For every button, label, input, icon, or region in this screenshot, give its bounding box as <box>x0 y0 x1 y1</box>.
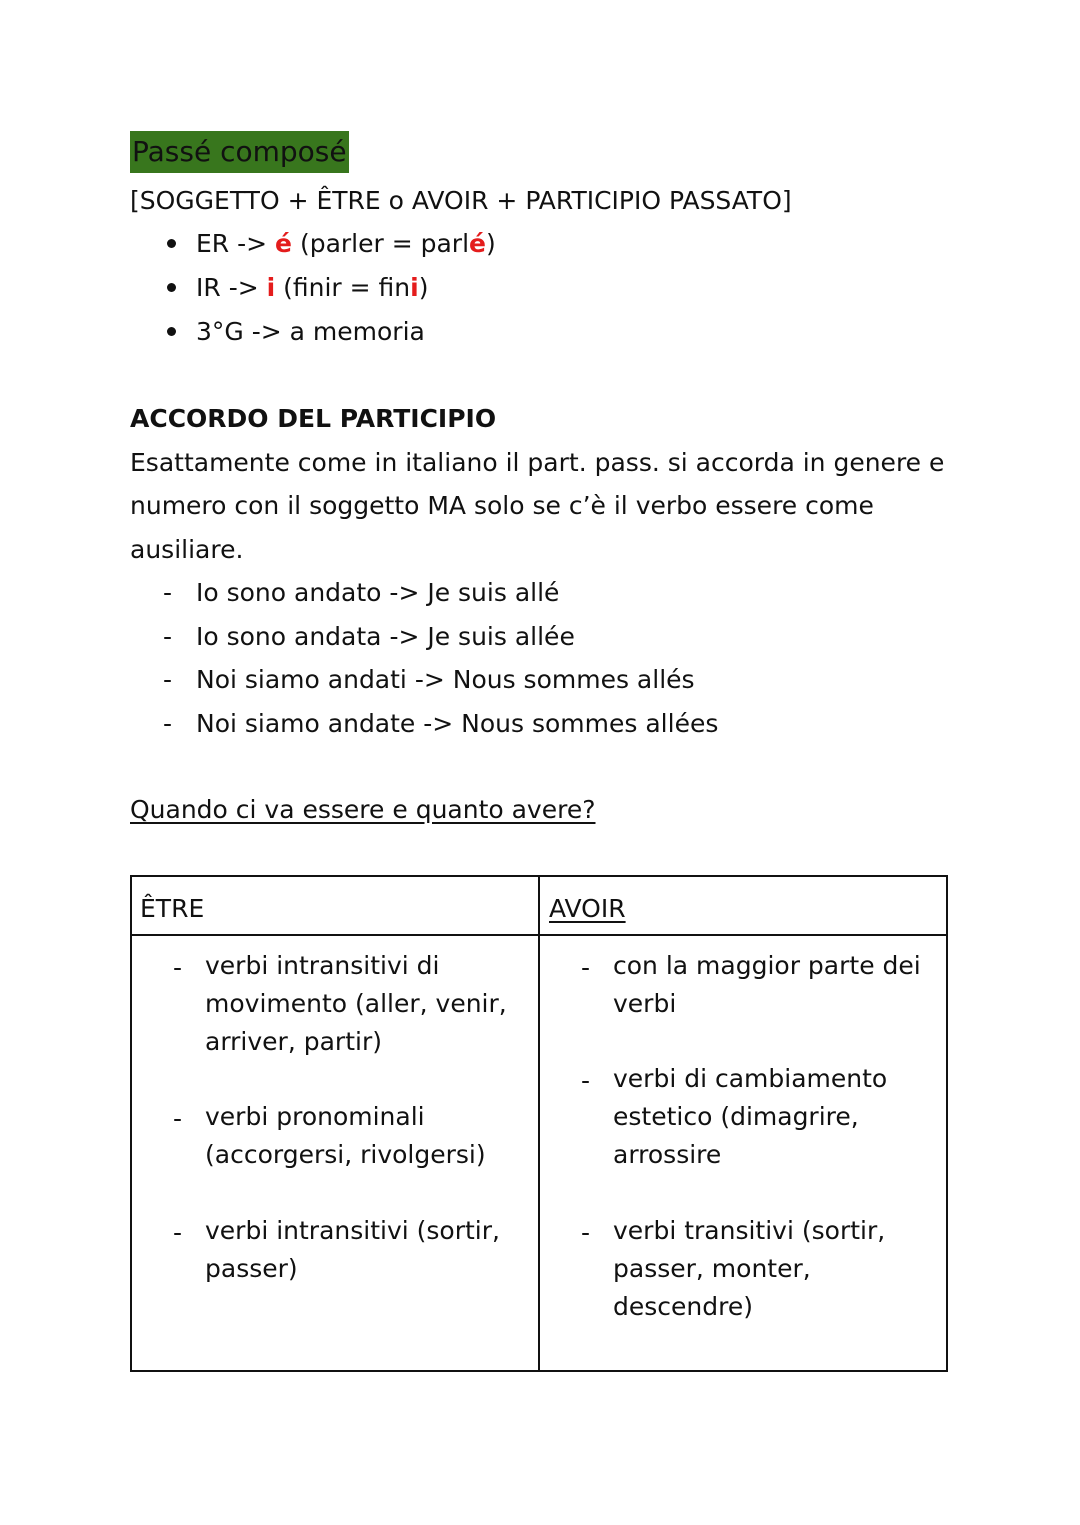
table-header-etre: ÊTRE <box>140 894 205 923</box>
bullet-example: (finir = fin <box>275 273 411 302</box>
etre-item-pronominali: verbi pronominali (accorgersi, rivolgersi) <box>205 1102 486 1169</box>
bullet-suffix: ) <box>486 229 496 258</box>
bullet-example: (parler = parl <box>292 229 470 258</box>
bullet-suffix: ) <box>418 273 429 302</box>
ending-highlight: i <box>410 273 419 302</box>
paragraph-line: numero con il soggetto MA solo se c’è il verbo essere come <box>130 491 874 520</box>
ending-highlight: é <box>275 229 292 258</box>
dash-marker: - <box>173 953 183 982</box>
avoir-item-cambiamento: verbi di cambiamento estetico (dimagrire, arrossire <box>613 1064 888 1169</box>
avoir-item-maggior-parte: con la maggior parte dei verbi <box>613 951 921 1018</box>
dash-marker: - <box>163 665 173 694</box>
dash-marker: - <box>163 622 173 651</box>
question-heading: Quando ci va essere e quanto avere? <box>130 795 596 824</box>
section-heading-accordo: ACCORDO DEL PARTICIPIO <box>130 404 497 433</box>
table-header-avoir: AVOIR <box>549 894 626 923</box>
bullet-dot <box>167 283 176 292</box>
paragraph-line: Esattamente come in italiano il part. pass. si accorda in genere e <box>130 448 945 477</box>
ending-highlight: i <box>266 273 276 302</box>
avoir-item-transitivi: verbi transitivi (sortir, passer, monter, descendre) <box>613 1216 886 1321</box>
example-item: Io sono andato -> Je suis allé <box>196 578 560 607</box>
bullet-dot <box>167 239 176 248</box>
dash-marker: - <box>173 1104 183 1133</box>
bullet-item-er <box>196 231 496 256</box>
bullet-dot <box>167 327 176 336</box>
table-header-divider <box>130 934 948 936</box>
dash-marker: - <box>581 953 591 982</box>
dash-marker: - <box>581 1218 591 1247</box>
etre-item-intransitivi: verbi intransitivi (sortir, passer) <box>205 1216 500 1283</box>
example-item: Noi siamo andate -> Nous sommes allées <box>196 709 719 738</box>
example-item: Io sono andata -> Je suis allée <box>196 622 575 651</box>
bullet-prefix: ER -> <box>196 229 276 258</box>
dash-marker: - <box>163 578 173 607</box>
bullet-prefix: IR -> <box>196 273 267 302</box>
bullet-item-ir <box>196 275 428 300</box>
etre-item-movimento: verbi intransitivi di movimento (aller, venir, arriver, partir) <box>205 951 507 1056</box>
dash-marker: - <box>173 1218 183 1247</box>
table-column-divider <box>538 875 540 1372</box>
bullet-item-3g: 3°G -> a memoria <box>196 317 425 346</box>
dash-marker: - <box>581 1066 591 1095</box>
example-item: Noi siamo andati -> Nous sommes allés <box>196 665 695 694</box>
dash-marker: - <box>163 709 173 738</box>
ending-highlight: é <box>469 229 486 258</box>
paragraph-line: ausiliare. <box>130 535 244 564</box>
formula-line: [SOGGETTO + ÊTRE o AVOIR + PARTICIPIO PASSATO] <box>130 186 792 215</box>
page-title: Passé composé <box>130 131 349 173</box>
